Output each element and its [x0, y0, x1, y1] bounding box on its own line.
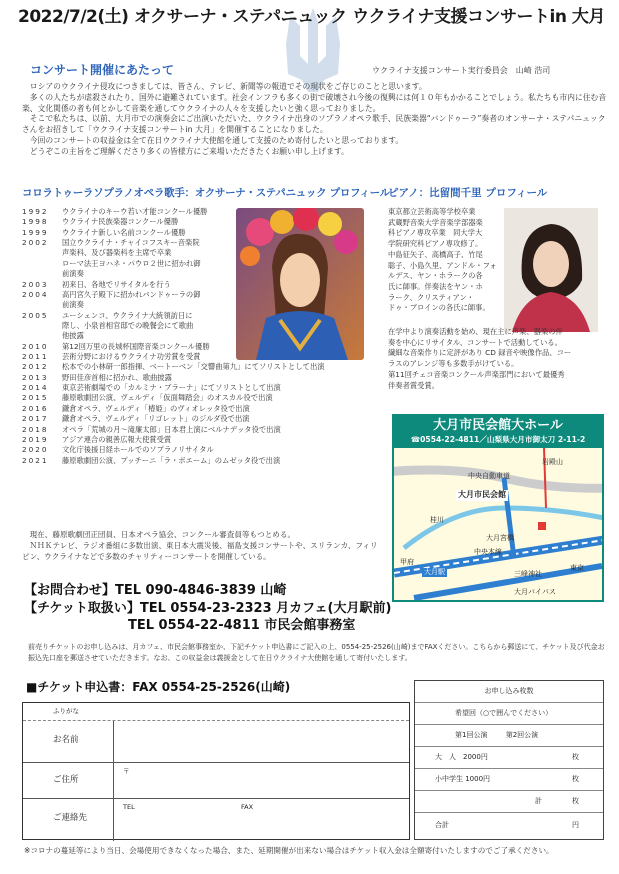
- career-row: [22, 217, 232, 227]
- map-label: 岩殿山: [542, 458, 563, 466]
- second-performance: 第2回公演: [505, 731, 539, 739]
- career-text: ウクライナ民族楽器コンクール優勝: [62, 217, 179, 227]
- pianist-bio-line: 在学中より演奏活動を始め、現在主に声楽、器楽の伴: [388, 327, 563, 336]
- career-row: [22, 238, 232, 248]
- order-title: お申し込み枚数: [415, 681, 603, 703]
- career-row: [22, 259, 232, 269]
- pianist-bio-line: 東京都立芸術高等学校卒業: [388, 207, 476, 216]
- career-row: [22, 331, 232, 341]
- order-preference: 希望回（○で囲んでください）: [415, 703, 603, 725]
- career-year: [22, 300, 62, 310]
- pianist-profile-heading: ピアノ：比留間千里 プロフィール: [388, 187, 548, 199]
- career-text: ローマ法王ヨハネ・パウロ２世に招かれ御: [62, 258, 201, 268]
- pianist-bio-line: 聡子、小島久里、アンドル・フォ: [388, 260, 497, 270]
- postal-mark: 〒: [123, 767, 130, 775]
- career-row: [22, 456, 382, 466]
- career-text: アジア連合の親善広報大使賞受賞: [62, 434, 172, 444]
- career-text: 国立ウクライナ・チャイコフスキー音楽院: [62, 238, 200, 248]
- intro-heading: コンサート開催にあたって: [30, 63, 175, 77]
- pianist-bio-continued: [388, 327, 600, 391]
- career-text: 初来日、各地でリサイタルを行う: [62, 279, 171, 289]
- career-year: 2010: [22, 341, 49, 351]
- tel-label: TEL: [123, 803, 135, 811]
- map-label: 大月市民会館: [458, 490, 506, 499]
- career-row: [22, 228, 232, 238]
- career-year: 2013: [22, 372, 49, 382]
- career-text: 鎌倉オペラ、ヴェルディ「リゴレット」のジルダ役で出演: [62, 414, 250, 424]
- career-text: ユーシェンコ、ウクライナ大統領訪日に: [62, 310, 193, 320]
- career-row: [22, 362, 382, 372]
- pianist-bio-line: 伴奏者賞受賞。: [388, 380, 440, 390]
- career-year: 2016: [22, 403, 49, 413]
- career-text: 際し、小泉首相官邸での晩餐会にて歌曲: [62, 320, 194, 330]
- unit: 枚: [572, 797, 579, 805]
- career-text: 芸術分野におけるウクライナ功労賞を受賞: [62, 352, 201, 362]
- career-row: [22, 290, 232, 300]
- singer-closing-text: [22, 529, 384, 562]
- map-label: 中央本線: [474, 548, 502, 556]
- career-year: 2015: [22, 393, 49, 403]
- fax-label: FAX: [241, 803, 254, 811]
- career-row: [22, 269, 232, 279]
- career-row: [22, 248, 232, 258]
- pianist-bio-line: ルデス、ヤン・ホラークの各: [388, 271, 483, 281]
- career-row: [22, 300, 232, 310]
- hall-tel: ☎0554-22-4811／山梨県大月市御太刀 2-11-2: [410, 434, 586, 444]
- order-box: [414, 680, 604, 840]
- career-row: [22, 373, 382, 383]
- career-row: [22, 321, 232, 331]
- pianist-bio: [388, 207, 504, 314]
- map-label: 大月バイパス: [514, 588, 556, 596]
- yen-label: 円: [572, 821, 579, 829]
- career-year: 2014: [22, 383, 49, 393]
- pianist-bio-line: 繊細な音楽作りに定評があり CD 録音や映像作品、コー: [388, 348, 572, 358]
- career-year: [22, 269, 62, 279]
- career-row: [22, 404, 382, 414]
- career-year: [22, 248, 62, 258]
- closing-paragraph: 現在、藤原歌劇団正団員、日本オペラ協会、コンクール審査員等もつとめる。: [29, 530, 296, 539]
- career-year: [22, 321, 62, 331]
- application-form: [22, 702, 410, 840]
- career-year: 2017: [22, 414, 49, 424]
- pianist-bio-line: 氏に師事。伴奏法をヤン・ホ: [388, 282, 483, 292]
- career-row: [22, 207, 232, 217]
- career-year: 2003: [22, 279, 49, 289]
- career-text: ウクライナのキーウ若い才能コンクール優勝: [62, 207, 208, 216]
- career-year: 2005: [22, 310, 49, 320]
- career-row: [22, 280, 232, 290]
- unit: 枚: [572, 753, 579, 761]
- map-label: 甲府: [400, 558, 414, 566]
- career-year: 1998: [22, 217, 49, 227]
- career-year: 2021: [22, 455, 49, 465]
- career-text: 文化庁後援日経ホールでのソプラノリサイタル: [62, 445, 214, 455]
- career-year: 2002: [22, 238, 49, 248]
- intro-paragraph: そこで私たちは、以前、大月市での演奏会にご出演いただいた、ウクライナ出身のソプラノオペラ歌手、民族楽器“バンドゥーラ”奏者のオンサーナ・ステパニュックさんをお招きして「ウクライナ支援コンサートin 大月」を開催することになりました。: [22, 114, 606, 134]
- inquiry-line: 【お問合わせ】TEL 090-4846-3839 山崎: [24, 583, 287, 598]
- intro-paragraph: 今回のコンサートの収益金は全て在日ウクライナ大使館を通して支援のため寄付したいと思っております。: [29, 135, 404, 145]
- first-performance: 第1回公演: [455, 731, 488, 739]
- ticket-line-2: TEL 0554-22-4811 市民会館事務室: [128, 618, 356, 634]
- career-text: 東京芸術劇場での「カルミナ・ブラーナ」にてソリストとして出演: [62, 383, 281, 393]
- pianist-bio-line: ラスのアレンジ等も多数手がけている。: [388, 359, 519, 369]
- child-price: 小中学生 1000円: [435, 775, 491, 783]
- career-text: 高円宮久子殿下に招かれバンドゥーラの御: [62, 289, 201, 299]
- career-year: 1999: [22, 227, 49, 237]
- career-row: [22, 445, 382, 455]
- adult-price: 大 人 2000円: [435, 753, 488, 761]
- career-text: 声楽科、及び器楽科を主席で卒業: [62, 248, 172, 258]
- map-label: 東京: [570, 564, 584, 572]
- singer-portrait-icon: [236, 208, 364, 360]
- furigana-label: ふりがな: [53, 707, 79, 715]
- pianist-bio-line: ドゥ・ブロインの各氏に師事。: [388, 303, 490, 313]
- career-row: [22, 435, 382, 445]
- map-label: 桂川: [430, 516, 444, 524]
- career-text: ウクライナ新しい名前コンクール優勝: [62, 227, 186, 237]
- career-text: 他披露: [62, 331, 84, 341]
- career-year: 2012: [22, 362, 49, 372]
- contact-label: ご連絡先: [53, 813, 88, 823]
- career-text: 野田佳彦首相に招かれ、歌曲披露: [62, 372, 172, 382]
- career-text: 第12回万里の長城杯国際音楽コンクール優勝: [62, 341, 210, 351]
- career-row: [22, 383, 382, 393]
- footer-note: ※コロナの蔓延等により当日、会場使用できなくなった場合、また、延期開催が出来ない場合はチケット収入金は全額寄付いたしますのでご了承ください。: [24, 846, 554, 855]
- pianist-bio-line: 学院研究科ピアノ専攻修了。: [388, 239, 483, 249]
- intro-paragraph: どうぞこの主旨をご理解くださり多くの皆様方にご来場いただきたくお願い申し上げます。: [29, 146, 349, 156]
- career-row: [22, 393, 382, 403]
- career-year: 2020: [22, 445, 49, 455]
- career-row: [22, 311, 232, 321]
- pianist-bio-line: 科ピアノ専攻卒業 同大学大: [388, 228, 483, 238]
- total-label: 計: [535, 797, 542, 805]
- career-year: 2011: [22, 352, 49, 362]
- pianist-portrait-icon: [504, 208, 598, 332]
- career-text: 藤原歌劇団公演、ヴェルディ「仮面舞踏会」のオスカル役で出演: [62, 393, 273, 403]
- hall-header: [394, 416, 602, 448]
- career-text: 前演奏: [62, 269, 84, 279]
- pianist-bio-line: 第11回チェコ音楽コンクール声楽部門において最優秀: [388, 369, 565, 379]
- career-year: [22, 259, 62, 269]
- page-title: 2022/7/2(土) オクサーナ・ステパニュック ウクライナ支援コンサートin 大月: [18, 7, 605, 27]
- intro-paragraph: 多くの人たちが虐殺されたり、国外に避難されています。社会インフラも多くの街で破壊され今後の復興には何１０年もかかることでしょう。私たちも市内に住む音楽、文化関係の者も何とかして音楽を通してウクライナの人々を支援したいと強く思っておりました。: [22, 92, 607, 113]
- closing-paragraph: ＮＨＫテレビ、ラジオ番組に多数出演、東日本大震災後、福島支援コンサートや、スリランカ、フィリピン、ウクライナなどで多数のチャリティーコンサートを開催している。: [22, 541, 378, 561]
- career-text: 鎌倉オペラ、ヴェルディ「椿姫」のヴィオレッタ役で出演: [62, 403, 250, 413]
- career-text: オペラ「荒城の月～滝廉太郎」日本君上演にベルナデッタ役で出演: [62, 424, 281, 434]
- map-label: 中央自動車道: [468, 472, 510, 480]
- career-year: 2019: [22, 434, 49, 444]
- career-year: 2018: [22, 424, 49, 434]
- career-row: [22, 425, 382, 435]
- map-label: 大月駅: [424, 568, 445, 576]
- intro-text: [22, 82, 612, 157]
- hall-name: 大月市民会館大ホール: [433, 418, 563, 433]
- pianist-bio-line: 奏を中心にリサイタル、コンサートで活動している。: [388, 337, 562, 347]
- map-label: 大月宮橋: [486, 534, 514, 542]
- sum-label: 合計: [435, 821, 449, 829]
- intro-paragraph: ロシアのウクライナ侵攻につきましては、皆さん、テレビ、新聞等の報道でその現状をご存じのことと思います。: [29, 82, 427, 91]
- contact-block: [24, 582, 424, 635]
- map-label: 三峰神社: [514, 570, 542, 578]
- pianist-bio-line: 武蔵野音楽大学音楽学部器楽: [388, 217, 483, 227]
- committee-name: ウクライナ支援コンサート実行委員会 山崎 浩司: [372, 66, 551, 75]
- ticket-line-1: 【チケット取扱い】TEL 0554-23-2323 月カフェ(大月駅前): [24, 600, 392, 616]
- career-row: [22, 414, 382, 424]
- career-year: 1992: [22, 207, 49, 216]
- name-label: お名前: [53, 735, 79, 745]
- career-year: [22, 331, 62, 341]
- unit: 枚: [572, 775, 579, 783]
- application-form-heading: ■チケット申込書：FAX 0554-25-2526(山崎): [26, 680, 291, 694]
- career-text: 松本での小林研一郎指揮、ベートーベン「交響曲第九」にてソリストとして出演: [62, 362, 325, 372]
- hall-map-box: [392, 414, 604, 602]
- pianist-bio-line: ラーク、クリスティアン・: [388, 292, 475, 302]
- career-year: 2004: [22, 289, 49, 299]
- address-label: ご住所: [53, 775, 79, 785]
- pianist-bio-line: 中島征矢子、高橋高子、竹尾: [388, 249, 483, 259]
- ticket-note: 前売りチケットのお申し込みは、月カフェ、市民会館事務室か、下記チケット申込書にご記入の上、0554-25-2526(山崎)までFAXください。こちらから郵送にて、チケット及び代金お振込先口座を郵送させていただきます。なお、この収益金は義援金として在日ウクライナ大使館を通して寄付いたします。: [28, 643, 605, 662]
- career-text: 前演奏: [62, 300, 84, 310]
- career-text: 藤原歌劇団公演、プッチーニ「ラ・ボエーム」のムゼッタ役で出演: [62, 455, 281, 465]
- singer-profile-heading: コロラトゥーラソプラノオペラ歌手：オクサーナ・ステパニュック プロフィール: [22, 187, 390, 199]
